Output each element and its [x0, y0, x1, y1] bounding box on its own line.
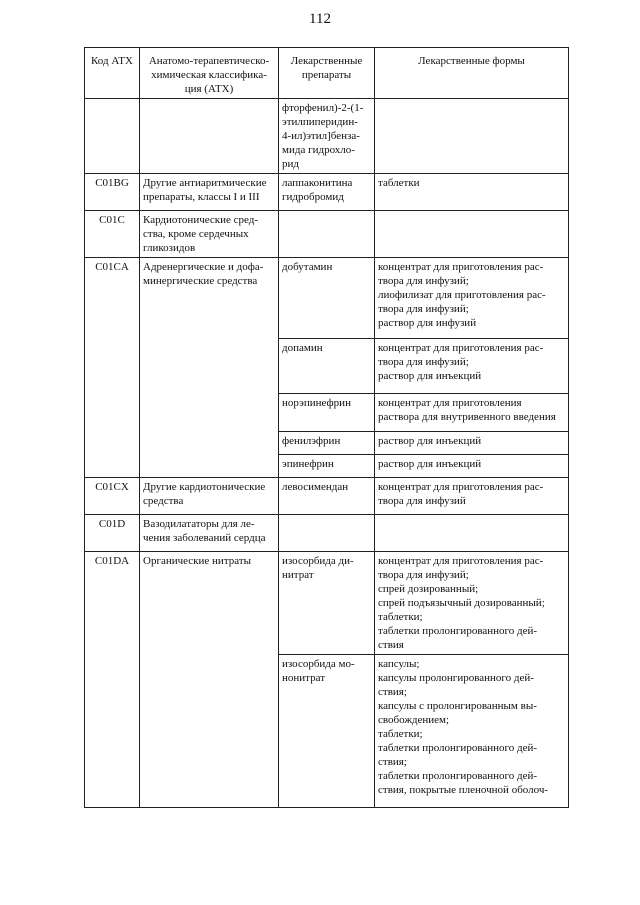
drug-line: гидробромид — [282, 191, 344, 203]
drug-cell — [279, 339, 375, 394]
drug-line: изосорбида мо- — [282, 658, 355, 670]
classification-line: Адренергические и дофа- — [143, 261, 264, 273]
classification-line: препараты, классы I и III — [143, 191, 260, 203]
dosage-form-line: твора для инфузий; — [378, 275, 469, 287]
dosage-form-line: спрей дозированный; — [378, 583, 479, 595]
header-classification-line: химическая классифика- — [151, 69, 267, 81]
dosage-forms-cell — [375, 99, 569, 174]
dosage-form-line: таблетки — [378, 177, 420, 189]
dosage-forms-cell — [375, 552, 569, 655]
classification-line: минергические средства — [143, 275, 258, 287]
atx-table — [84, 47, 569, 808]
dosage-form-line: раствор для инъекций — [378, 370, 482, 382]
drug-cell — [279, 258, 375, 339]
dosage-form-line: твора для инфузий; — [378, 569, 469, 581]
classification-line: чения заболеваний сердца — [143, 532, 266, 544]
dosage-form-line: концентрат для приготовления рас- — [378, 481, 544, 493]
header-classification — [140, 48, 279, 99]
page-number: 112 — [309, 11, 331, 27]
dosage-forms-cell — [375, 432, 569, 455]
table-row — [85, 552, 569, 655]
dosage-form-line: таблетки пролонгированного дей- — [378, 742, 538, 754]
dosage-form-line: капсулы пролонгированного дей- — [378, 672, 534, 684]
dosage-forms-cell — [375, 258, 569, 339]
dosage-form-line: раствор для инъекций — [378, 458, 482, 470]
dosage-forms-cell — [375, 394, 569, 432]
atx-code-cell: C01CA — [85, 258, 140, 478]
drug-line: нитрат — [282, 569, 314, 581]
classification-line: средства — [143, 495, 184, 507]
dosage-forms-cell — [375, 655, 569, 808]
drug-cell — [279, 455, 375, 478]
table-row — [85, 478, 569, 515]
drug-line: 4-ил)этил]бенза- — [282, 130, 360, 142]
drug-line: допамин — [282, 342, 323, 354]
header-atx-code: Код АТХ — [85, 48, 140, 99]
drug-cell — [279, 211, 375, 258]
dosage-form-line: ствия; — [378, 756, 407, 768]
table-row — [85, 99, 569, 174]
dosage-form-line: ствия; — [378, 686, 407, 698]
dosage-form-line: твора для инфузий — [378, 495, 466, 507]
drug-line: изосорбида ди- — [282, 555, 354, 567]
drug-cell — [279, 394, 375, 432]
dosage-form-line: твора для инфузий; — [378, 303, 469, 315]
dosage-forms-cell — [375, 174, 569, 211]
dosage-form-line: твора для инфузий; — [378, 356, 469, 368]
dosage-form-line: таблетки пролонгированного дей- — [378, 625, 538, 637]
drug-line: фторфенил)-2-(1- — [282, 102, 364, 114]
dosage-form-line: концентрат для приготовления рас- — [378, 261, 544, 273]
dosage-forms-cell — [375, 515, 569, 552]
classification-line: Кардиотонические сред- — [143, 214, 259, 226]
table-row — [85, 211, 569, 258]
classification-cell — [140, 211, 279, 258]
classification-line: Органические нитраты — [143, 555, 252, 567]
classification-cell — [140, 515, 279, 552]
atx-code-cell: C01CX — [85, 478, 140, 515]
drug-line: лаппаконитина — [282, 177, 353, 189]
dosage-form-line: лиофилизат для приготовления рас- — [378, 289, 546, 301]
dosage-form-line: раствора для внутривенного введения — [378, 411, 556, 423]
dosage-form-line: таблетки; — [378, 611, 423, 623]
dosage-forms-cell — [375, 455, 569, 478]
drug-line: фенилэфрин — [282, 435, 341, 447]
dosage-form-line: капсулы с пролонгированным вы- — [378, 700, 537, 712]
atx-code-cell: C01D — [85, 515, 140, 552]
drug-line: нонитрат — [282, 672, 326, 684]
classification-line: гликозидов — [143, 242, 196, 254]
drug-cell — [279, 99, 375, 174]
table-row — [85, 258, 569, 339]
header-classification-line: Анатомо-терапевтическо- — [148, 55, 270, 67]
drug-cell — [279, 655, 375, 808]
atx-code-cell: C01DA — [85, 552, 140, 808]
dosage-forms-cell — [375, 211, 569, 258]
table-row — [85, 515, 569, 552]
atx-code-cell: C01BG — [85, 174, 140, 211]
dosage-form-line: раствор для инфузий — [378, 317, 477, 329]
dosage-form-line: таблетки; — [378, 728, 423, 740]
dosage-form-line: концентрат для приготовления — [378, 397, 522, 409]
drug-line: мида гидрохло- — [282, 144, 355, 156]
dosage-form-line: таблетки пролонгированного дей- — [378, 770, 538, 782]
drug-line: этилпиперидин- — [282, 116, 358, 128]
drug-line: эпинефрин — [282, 458, 334, 470]
dosage-form-line: концентрат для приготовления рас- — [378, 555, 544, 567]
drug-cell — [279, 174, 375, 211]
classification-cell — [140, 258, 279, 478]
atx-code-cell — [85, 99, 140, 174]
classification-cell — [140, 174, 279, 211]
classification-cell — [140, 552, 279, 808]
classification-line: Другие антиаритмические — [143, 177, 267, 189]
drug-line: левосимендан — [282, 481, 349, 493]
dosage-form-line: капсулы; — [378, 658, 420, 670]
drug-cell — [279, 552, 375, 655]
header-classification-line: ция (АТХ) — [184, 83, 234, 95]
drug-cell — [279, 432, 375, 455]
classification-line: Вазодилататоры для ле- — [143, 518, 255, 530]
drug-cell — [279, 478, 375, 515]
dosage-form-line: ствия, покрытые пленочной оболоч- — [378, 784, 549, 796]
drug-line: норэпинефрин — [282, 397, 351, 409]
classification-line: Другие кардиотонические — [143, 481, 266, 493]
header-drugs-line: препараты — [301, 69, 352, 81]
dosage-form-line: спрей подъязычный дозированный; — [378, 597, 545, 609]
drug-line: добутамин — [282, 261, 333, 273]
header-drugs-line: Лекарственные — [290, 55, 363, 67]
dosage-form-line: свобождением; — [378, 714, 450, 726]
atx-code-cell: C01C — [85, 211, 140, 258]
classification-cell — [140, 99, 279, 174]
drug-line: рид — [282, 158, 299, 170]
drug-cell — [279, 515, 375, 552]
dosage-forms-cell — [375, 339, 569, 394]
table-header-row — [85, 48, 569, 99]
table-row — [85, 174, 569, 211]
header-dosage-forms: Лекарственные формы — [375, 48, 569, 99]
dosage-forms-cell — [375, 478, 569, 515]
classification-line: ства, кроме сердечных — [143, 228, 249, 240]
dosage-form-line: ствия — [378, 639, 404, 651]
dosage-form-line: концентрат для приготовления рас- — [378, 342, 544, 354]
dosage-form-line: раствор для инъекций — [378, 435, 482, 447]
header-drugs — [279, 48, 375, 99]
classification-cell — [140, 478, 279, 515]
